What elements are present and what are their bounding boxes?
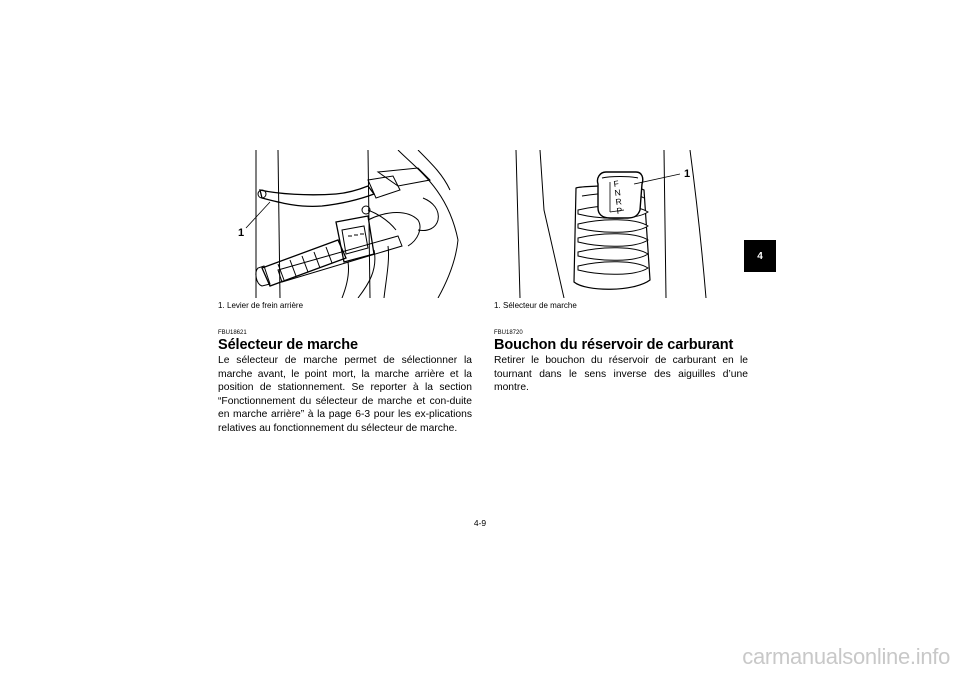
left-column <box>218 150 472 436</box>
section-code: FBU18720 <box>494 330 523 336</box>
brake-lever-callout: 1 <box>238 227 245 239</box>
section-heading: Bouchon du réservoir de carburant <box>494 337 734 353</box>
gear-selector-callout: 1 <box>684 168 691 180</box>
brake-lever-illustration <box>218 150 472 298</box>
caption-text: Levier de frein arrière <box>227 301 304 310</box>
page-number: 4-9 <box>473 518 487 528</box>
section-heading: Sélecteur de marche <box>218 337 358 353</box>
gear-letter-n: N <box>613 187 622 198</box>
gear-selector-illustration <box>494 150 748 298</box>
brake-lever-drawing <box>218 150 472 298</box>
gear-selector-caption <box>494 300 748 312</box>
chapter-tab: 4 <box>744 240 776 272</box>
section-code: FBU18621 <box>218 330 247 336</box>
section-body: Retirer le bouchon du réservoir de carburant en le tournant dans le sens inverse des aiguilles d’une montre. <box>494 355 748 394</box>
caption-text: Sélecteur de marche <box>503 301 577 310</box>
gear-letter-r: R <box>614 196 623 207</box>
right-column <box>494 150 748 395</box>
gear-letter-f: F <box>612 178 620 189</box>
gear-selector-drawing <box>494 150 748 298</box>
gear-letter-p: P <box>615 205 623 216</box>
caption-number: 1. <box>494 301 501 310</box>
site-watermark: carmanualsonline.info <box>742 644 950 669</box>
brake-lever-caption <box>218 300 472 312</box>
caption-number: 1. <box>218 301 225 310</box>
section-body: Le sélecteur de marche permet de sélectionner la marche avant, le point mort, la marche arrière et la position de stationnement. Se reporter à la section “Fonctionnement du sélecteur de marche et con-duite en marche arrière” à la page 6-3 pour les ex-plications relatives au fonctionnement du sélecteur de marche. <box>218 355 472 434</box>
